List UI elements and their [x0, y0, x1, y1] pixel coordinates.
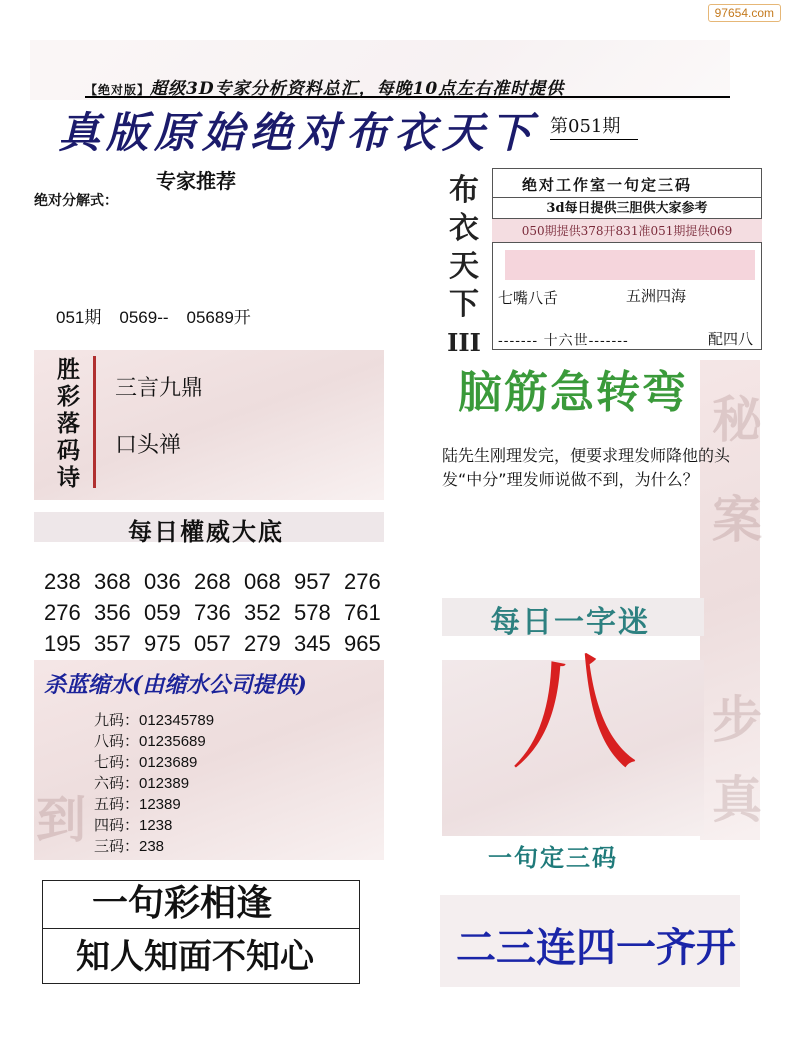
ziti-title: 每日一字迷 — [490, 605, 650, 640]
number-cell: 268 — [194, 569, 231, 594]
shrink-item: 五码：12389 — [94, 796, 181, 813]
number-cell: 957 — [294, 569, 331, 594]
number-cell: 059 — [144, 600, 181, 625]
slogan-text: 二三连四一齐开 — [456, 924, 736, 971]
expert-title: 专家推荐 — [156, 169, 236, 193]
shrink-item: 四码：1238 — [94, 817, 173, 834]
site-watermark[interactable]: 97654.com — [708, 4, 781, 22]
studio-note: 050期提供378开831准051期提供069 — [492, 219, 762, 243]
studio-phrase-a: 七嘴八舌 — [498, 289, 559, 307]
number-cell: 345 — [294, 631, 331, 656]
number-cell: 068 — [244, 569, 281, 594]
number-cell: 356 — [94, 600, 131, 625]
poem-line-2: 口头禅 — [115, 433, 182, 458]
studio-subtitle: 3d每日提供三胆供大家参考 — [492, 197, 762, 219]
issue-number: 第051期 — [550, 112, 638, 140]
side-char: 案 — [712, 490, 762, 549]
shrink-item: 七码：0123689 — [94, 754, 198, 771]
expert-pick-line — [56, 303, 269, 328]
poem-label-char: 诗 — [57, 464, 80, 491]
daily-numbers — [44, 566, 394, 659]
number-cell: 761 — [344, 600, 381, 625]
side-char: 秘 — [712, 390, 762, 449]
budi-char: 天 — [449, 249, 479, 284]
expert-result: 05689开 — [186, 308, 251, 327]
number-cell: 057 — [194, 631, 231, 656]
number-cell: 975 — [144, 631, 181, 656]
sanma-title: 一句定三码 — [488, 843, 618, 872]
number-cell: 578 — [294, 600, 331, 625]
page-title: 真版原始绝对布衣天下 — [58, 108, 539, 157]
poem-label-char: 码 — [57, 437, 80, 464]
studio-title: 绝对工作室一句定三码 — [522, 176, 693, 194]
banner-tag: 【绝对版】 — [85, 83, 151, 97]
shrink-item: 九码：012345789 — [94, 712, 215, 729]
shrink-item: 三码：238 — [94, 838, 165, 855]
budi-char: 布 — [449, 173, 479, 208]
shrink-item: 八码：01235689 — [94, 733, 206, 750]
poem-label — [44, 356, 96, 491]
number-cell: 276 — [344, 569, 381, 594]
phrase-line-1: 一句彩相逢 — [92, 883, 273, 924]
expert-pick: 0569-- — [119, 308, 169, 327]
top-banner — [85, 74, 730, 98]
budi-vertical-title — [442, 172, 486, 357]
decomp-label: 绝对分解式： — [34, 193, 118, 209]
number-cell: 195 — [44, 631, 81, 656]
side-char: 到 — [36, 790, 86, 849]
number-cell: 736 — [194, 600, 231, 625]
poem-label-char: 胜 — [57, 356, 80, 383]
number-cell: 279 — [244, 631, 281, 656]
shrink-title: 杀蓝缩水(由缩水公司提供) — [44, 672, 307, 698]
number-row — [44, 628, 394, 659]
number-cell: 036 — [144, 569, 181, 594]
number-cell: 352 — [244, 600, 281, 625]
side-char: 真 — [712, 770, 762, 829]
studio-phrase-c: 配四八 — [708, 330, 754, 348]
riddle-character: 八 — [510, 639, 639, 788]
brain-teaser-title: 脑筋急转弯 — [458, 367, 688, 418]
number-cell: 238 — [44, 569, 81, 594]
poem-line-1: 三言九鼎 — [115, 376, 204, 401]
side-char: 步 — [712, 690, 762, 749]
number-row — [44, 597, 394, 628]
shrink-list — [90, 708, 290, 860]
number-cell: 276 — [44, 600, 81, 625]
studio-dash-text: ------- 十六世------- — [498, 333, 629, 349]
number-row — [44, 566, 394, 597]
number-cell: 368 — [94, 569, 131, 594]
poem-label-char: 彩 — [57, 383, 80, 410]
shrink-item: 六码：012389 — [94, 775, 190, 792]
expert-period: 051期 — [56, 308, 102, 327]
budi-char: 衣 — [449, 211, 479, 246]
poem-label-char: 落 — [57, 410, 80, 437]
number-cell: 357 — [94, 631, 131, 656]
number-cell: 965 — [344, 631, 381, 656]
phrase-line-2: 知人知面不知心 — [42, 928, 360, 984]
studio-phrase-b: 五洲四海 — [626, 287, 687, 305]
daily-title: 每日權威大底 — [128, 518, 284, 546]
budi-char: 下 — [449, 287, 479, 322]
studio-highlight — [505, 250, 755, 280]
riddle-text: 陆先生刚理发完，便要求理发师降他的头发“中分”理发师说做不到，为什么？ — [442, 446, 731, 489]
budi-char: III — [447, 328, 481, 357]
banner-text: 超级3D专家分析资料总汇，每晚10点左右准时提供 — [150, 79, 565, 99]
